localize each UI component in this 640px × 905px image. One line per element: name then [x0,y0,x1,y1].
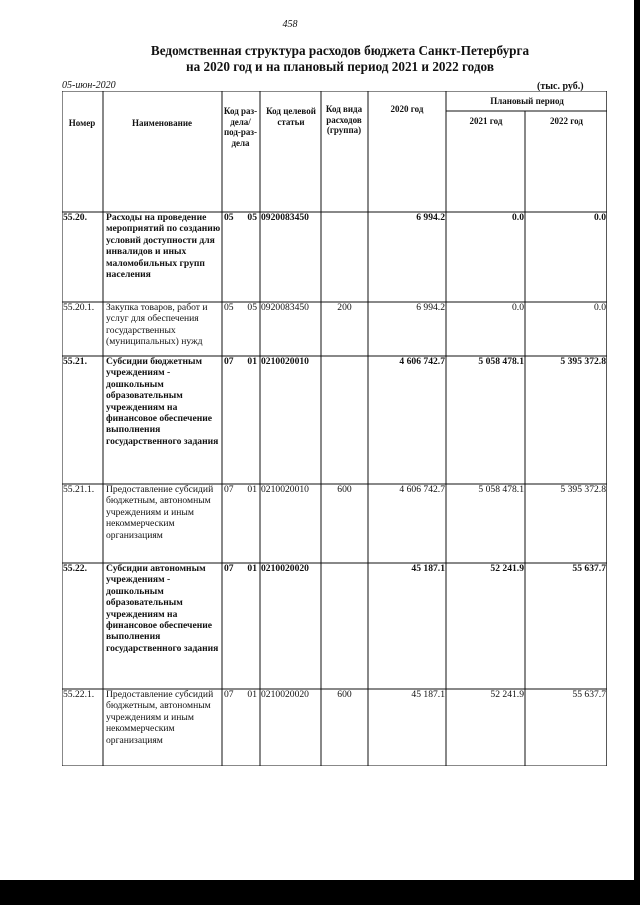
row-expense-code: 600 [337,689,352,700]
header-year-2022: 2022 год [550,116,583,126]
row-name: Предоставление субсидий бюджетным, автономным учреждениям и иным некоммерческим организациям [106,484,214,541]
budget-table [62,91,607,766]
row-value-2020: 6 994.2 [416,302,445,313]
row-target-code: 0210020010 [261,356,309,367]
row-target-code: 0210020020 [261,563,309,574]
row-value-2021: 52 241.9 [490,689,524,700]
row-value-2021: 52 241.9 [490,563,524,574]
header-name: Наименование [132,118,192,128]
row-value-2022: 5 395 372.8 [560,484,606,495]
document-date: 05-июн-2020 [62,80,116,91]
row-razdel: 07 [224,563,234,574]
units-label: (тыс. руб.) [537,81,584,92]
row-value-2021: 5 058 478.1 [478,484,524,495]
row-podrazdel: 01 [247,689,257,700]
row-razdel: 07 [224,356,234,367]
row-value-2022: 0.0 [594,212,606,223]
row-podrazdel: 05 [247,302,257,313]
header-planning-period: Плановый период [490,96,564,106]
row-number: 55.22.1. [63,689,95,700]
header-number: Номер [68,118,96,128]
row-number: 55.21. [63,356,87,367]
header-year-2020: 2020 год [390,104,424,114]
row-name: Предоставление субсидий бюджетным, автономным учреждениям и иным некоммерческим организациям [106,689,214,746]
row-name: Закупка товаров, работ и услуг для обеспечения государственных (муниципальных) нужд [106,302,208,348]
row-target-code: 0210020010 [261,484,309,495]
row-value-2021: 5 058 478.1 [478,356,524,367]
row-value-2021: 0.0 [512,302,524,313]
row-value-2020: 4 606 742.7 [399,356,445,367]
header-expense-code: Код вида расходов (группа) [325,104,363,136]
row-target-code: 0920083450 [261,212,309,223]
row-value-2022: 0.0 [594,302,606,313]
document-title [0,43,640,75]
title-line-1: Ведомственная структура расходов бюджета Санкт-Петербурга [150,43,530,58]
row-value-2020: 4 606 742.7 [399,484,445,495]
row-name: Субсидии бюджетным учреждениям - дошкольным образовательным учреждениям на финансовое обеспечение выполнения государственного задания [106,356,219,447]
row-number: 55.22. [63,563,87,574]
row-podrazdel: 01 [247,563,257,574]
header-section-code: Код раз-дела/ под-раз-дела [223,106,258,148]
row-value-2020: 45 187.1 [411,689,445,700]
page-number: 458 [282,19,298,30]
row-name: Расходы на проведение мероприятий по созданию условий доступности для инвалидов и иных маломобильных групп населения [106,212,221,281]
row-podrazdel: 01 [247,484,257,495]
row-podrazdel: 05 [247,212,257,223]
row-razdel: 07 [224,689,234,700]
row-razdel: 05 [224,302,234,313]
row-value-2020: 45 187.1 [411,563,445,574]
row-value-2022: 5 395 372.8 [560,356,606,367]
row-number: 55.21.1. [63,484,95,495]
row-expense-code: 200 [337,302,352,313]
row-value-2022: 55 637.7 [572,689,606,700]
row-razdel: 05 [224,212,234,223]
row-name: Субсидии автономным учреждениям - дошкольным образовательным учреждениям на финансовое обеспечение выполнения государственного задания [106,563,219,654]
row-target-code: 0210020020 [261,689,309,700]
row-target-code: 0920083450 [261,302,309,313]
row-razdel: 07 [224,484,234,495]
row-value-2021: 0.0 [512,212,524,223]
row-expense-code: 600 [337,484,352,495]
row-podrazdel: 01 [247,356,257,367]
row-number: 55.20.1. [63,302,95,313]
header-year-2021: 2021 год [469,116,503,126]
row-value-2020: 6 994.2 [416,212,445,223]
row-value-2022: 55 637.7 [572,563,606,574]
header-target-code: Код целевой статьи [266,106,316,127]
title-line-2: на 2020 год и на плановый период 2021 и 2022 годов [186,59,494,74]
row-number: 55.20. [63,212,87,223]
